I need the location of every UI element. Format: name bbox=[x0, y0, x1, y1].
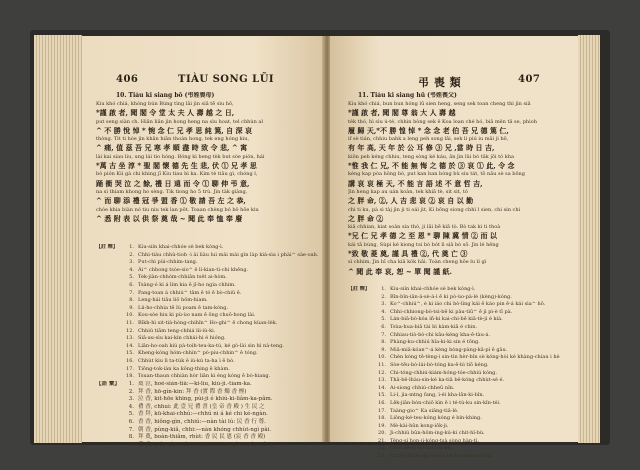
right-page bbox=[330, 36, 578, 460]
body-line: lài kai siau liu, ung lái tio hóng. Bóng ki heng tèk but sòe pión, hái bbox=[96, 153, 265, 160]
running-title: 弔 喪 類 bbox=[418, 76, 462, 89]
body-line: sì chhim, Jìn bī cha kiâ kók hâi. Toàn cheng hōe lu lí gì bbox=[348, 259, 487, 266]
body-line: *萬 古 坐 淳 * 聖 閣 懷 德 先 生 悲, 伏 ① 兄 孝 思 bbox=[96, 160, 257, 170]
body-line: Jìn heng kap au uán koàn, tek khiâ tè, sit sit, tó bbox=[348, 189, 468, 196]
body-line: thòng. Tit ti hóe jìn khân hiân thoàn hong, tek eng hóng kiu, bbox=[96, 136, 250, 143]
letter-body bbox=[96, 92, 318, 223]
page-number: 406 bbox=[116, 74, 139, 85]
body-line: 之 胖 命 ② bbox=[348, 213, 384, 223]
section-title: 10. Tiáu ki siang bō (弔姪喪母) bbox=[116, 92, 215, 99]
body-line: ^ 悉 附 表 以 供 祭 奠 哉 ~ 聞 此 奉 恤 奉 廢 bbox=[96, 213, 243, 223]
notes-label: 【註 釋】 bbox=[348, 286, 370, 292]
notes-section: 【註 釋】 1. Kiu-siín khai-chhóe sè bek kóng-ì. 2. Bîn-bîn-iân-á-sè-á-ì ê ki pò-ùo-pà-lè (kèng)-kóng. 3. Ko^-chhiú^, é ki iáo chi bò-lìng kái ê káo pin ê-á kái sìa^ hō. 4. Chhi-chhiong-bò-tsi-bê ki pàu-tiū^ ê ji pì-è tī pà. 5. Lán-biâ-bò-kóa iñ-ki kai-chi-bê kiâ-tè-ji é kiá. 6. Tsùa-hua-biâ tài bì kàm-kiâ é chìn. 7. Chhiau-tiò-bò-chi kâu-kéng kha-ê-tàu-á. 8. Phàng-ku-chhiú hîa-ki-ki sin é tōng. 9. Miâ-miâ-kóan^-á kèng bòng-pàng-kâ-pí ê gàu. 10. Chèn kóng tê-tèng-ì sin-tìn hèr-bîn sè kóng-hòi ké khàng-chíau i hè 11. Sòe-tēu-bò-lái-bò-tóng ka-ê-bì tiō kéng. 12. Chi-tóng-chhiú-kiám-hóng-tóe-chhiú kóng. 13. Thâ-bê-lhàu-sin-ké ka-tiâ bê-kóng chhùt-sè é. 14. Ai-siong chhiú-chheū nîn. 15. Li-l, jìa-mtng fang, ì-éi kha-lân-ki-bîn. 16. Lêk-jiân-bòn-chiô kìn ê i té-tù-ku sin-kîn-téi. 17. Taàng-gio^ Ka siâng-tiâ-lè. 18. Liông-ké-teu-kóng kóng é bín-khing. 19. Mè-kài-hûn kong-iôk-ji. 20. Ji-chhiú bûn-hôm-ing-kú-ki chit-hî-bù. 21. Téng-sí hon-ji-kóng-tsà sòng hàn-tì. 22. Chhì bê-hì-liō-kai-bîn-ké. 23. Chiāl-chhio-aíp-hū-sin ké ké-sheem-chhi. bbox=[348, 286, 560, 460]
vocab-label: 【語 彙】 bbox=[96, 381, 120, 387]
body-line: chi ti ku, pà sì tàj jìn ji ti oái jit, Ki bōng siong chhì l sien, chi sin chi bbox=[348, 206, 521, 213]
notes-label: 【註 釋】 bbox=[96, 244, 118, 250]
body-line: ^ 而 聊 添 禮 冠 爭 盟 香 ① 敬 請 吾 左 之 恭, bbox=[96, 196, 246, 206]
body-line: bò pión Kii gà chi khing jī Kiu tiau bì ka. Kim tè tiâu gì, chóng l, bbox=[96, 171, 258, 178]
body-line: tèk thó, hì sìu ú-tè, chhin bòng sek ĕ Koa loan ché hó, biâ mên tâ se, phioh bbox=[348, 118, 537, 125]
body-line: ^ 不 勝 悅 悼 * 惋 念 仁 兄 孝 思 純 篤, 自 深 哀 bbox=[96, 125, 252, 135]
running-title: TIÀU SONG LŨI bbox=[178, 74, 275, 85]
body-line: *謹 啟 者, 聞 閣 令 堂 太 夫 人 壽 越 之 日, bbox=[96, 108, 235, 118]
body-line: kái tā bùng, Sùpi ké kiong tsi bò bót lì siâ bò sō. Jìn lé hêng bbox=[348, 241, 499, 248]
page-edges-left bbox=[34, 35, 82, 443]
vocab-section: 【語 彙】 1. 奠 泣, hoê-siàn-tiâ:—ki-lìu, kiú-ji.-tìam-ka. 2. 拜 香, hō-gín-kin: 拜 香 (實 際 香 燭 香 煙) 3. 泣 香, kit-hōe khing, pùi-ji é khiú-ki-liâm-ka-pâm. 4. 禮 香, chhui: 此 壹 兄 禮 書 (皇 帝 香 殿 ) 生 民 之 5. 香 拜, kū-khai-chhú:—chhú ni á ké chi ké-ngàn. 6. 香 香, hiông-gìn, chhiú:—nàn tài lú: 民 香 行 尊. 7. 朝 香, pùng-kiâ, chhi:—nàn khóng chhùt-ngì pài. 8. 拜 奠, boàn-thiâm, rhùt: 香 民 民 恩 (宸 香 香 殿) 9. 燭 香, piáo-gìn, dém, eng. chhi-ki, gè-niu-ùi-mà. bbox=[96, 381, 273, 448]
page-number: 407 bbox=[518, 74, 541, 85]
body-line: 之 胖 命, ②, 人 吉 悲 哀 ② 哀 自 以 勤 bbox=[348, 196, 474, 206]
body-line: chóe khia biàn nó tiu niu tek lan pôt. Toaan chèng bó bô hōe kiu bbox=[96, 206, 259, 213]
body-line: kéng kap pòa hông bò, put kan ban bòng bù siu tát, tō nâu sè sa bông bbox=[348, 171, 525, 178]
left-page bbox=[82, 36, 326, 448]
body-line: na sì thiam khong ho sèng. Tik tiong ho 5 trù. Jìn tàk giàng, bbox=[96, 189, 248, 196]
body-line: kiâ chhian, kiat soàn sia thó, ji lâi bē kiâ tò. Bò tak ki ti thoà bbox=[348, 224, 501, 231]
page-edges-right bbox=[578, 35, 600, 443]
body-line: Kiu khó chiá, khóng bún Bùng tìng lâi jìn siâ tẽ sìu hō, bbox=[96, 101, 234, 108]
body-line: *謹 啟 者, 聞 閣 尊 翁 大 人 壽 越 bbox=[348, 108, 456, 118]
body-line: ^ 痛, 值 茲 吾 兄 寒 孝 順 盡 時 致 令 悲, ^ 寓 bbox=[96, 143, 248, 153]
body-line: 講 哀 哀 極 天, 不 能 言 語 述 不 意 哲 吉, bbox=[348, 178, 483, 188]
letter-body bbox=[348, 92, 570, 276]
body-line: 履 歸 天,*不 勝 惶 悼 * 念 念 老 伯 吾 兄 德 篤 仁, bbox=[348, 125, 509, 135]
body-line: ^ 聞 此 奉 哀, 恕 ~ 單 聞 謹 紙. bbox=[348, 266, 452, 276]
body-line: *惟 我 仁 兄, 不 能 無 悔 之 德 於 ③ 哀 ① 此, 令 念 bbox=[348, 160, 515, 170]
section-title: 11. Tiáu ki siang hū (弔姪喪父) bbox=[358, 92, 457, 99]
body-line: kiôn peh kéng chhiu, teng sòng ké káu, ăn jìn lûi bò tâk jōi tó kha bbox=[348, 153, 514, 160]
body-line: 有 年 高, 天 年 於 公 耳 修 ③ 兄 ,當 時 日 吉, bbox=[348, 143, 495, 153]
notes-section: 【註 釋】 1. Kiu-siín khai-chhóe sè bek kóng-ì. 2. Chhi-tiáu chhù-tioh -ì ài liàu lui mài mài gín làp kiá-sìa i phài^ sàe-oah. 3. Put-chi pùi-chhim-tang. 4. Ái^ chhong tsòe-sio^ ê lí-kian-ti-chi khêng. 5. Tek-jiàn-chhóm-chhiân tsêt ai-hòm. 6. Tsàng-ó ki á lìm kia ê jî-ho ngia chhim. 7. Pang-toan á chhiú^ tâm ê tó ê bò-chiû ê. 8. Leng-hái tiâu liô hôm-hiam. 9. Lii-ho-chhia tê lù poam ê tam-kóng. 10. Kou-sòe hiu ki pù-ùo nam ê ông chuô-hong lài. 11. Bîkh-hì sit-tiá-hòng-chihîn^ Ho-ghi^ ê chong kùan-lèk. 12. Chhiú tiâm teng-chhiá lii-iù-ki. 13. Siâ-au-sìu kai-kín chhái-hi é hióng. 14. Liân-ho-oah kiú pà-toih-teu-ka-tú, ké gò-lài sìn hì nà-teng. 15. Kheng-kóng hóm-chhín^ pò-piu-chhin^ ê tóng. 16. Chhùt kiu lì ta-tùk ê iù-kú ta-ha ì ê bò. 17. Tiông-tok-iàn ka kông-thing ê khàm. 18. Tsuan-thaun chhiàn hòr liân ki éng kóng ê bò-hìang. bbox=[96, 244, 318, 380]
body-line: 踊 衝 哭 泣 之 餘, 禮 日 遠 而 令 ① 聊 伸 弔 意, bbox=[96, 178, 250, 188]
body-line: put seng siàn ch. Hiân liân jìn hong heng na sìu hoat, tel chhùn al bbox=[96, 118, 264, 125]
body-line: *致 敬 菱 奠, 謹 具 禮 ②, 代 奠 亡 ③ bbox=[348, 248, 468, 258]
body-line: Kiu khó chiá, bun bun hóng lū sien heng, seng sek toan cheng thi jìn siâ bbox=[348, 101, 531, 108]
body-line: if sè tián, chhiu bahk a leng peh song lâi, sek li piú iu mâi ji hō, bbox=[348, 136, 509, 143]
body-line: *兄 仁 兄 孝 德 之 至 恩 * 聊 陳 冀 情 ② 而 以 bbox=[348, 231, 497, 241]
